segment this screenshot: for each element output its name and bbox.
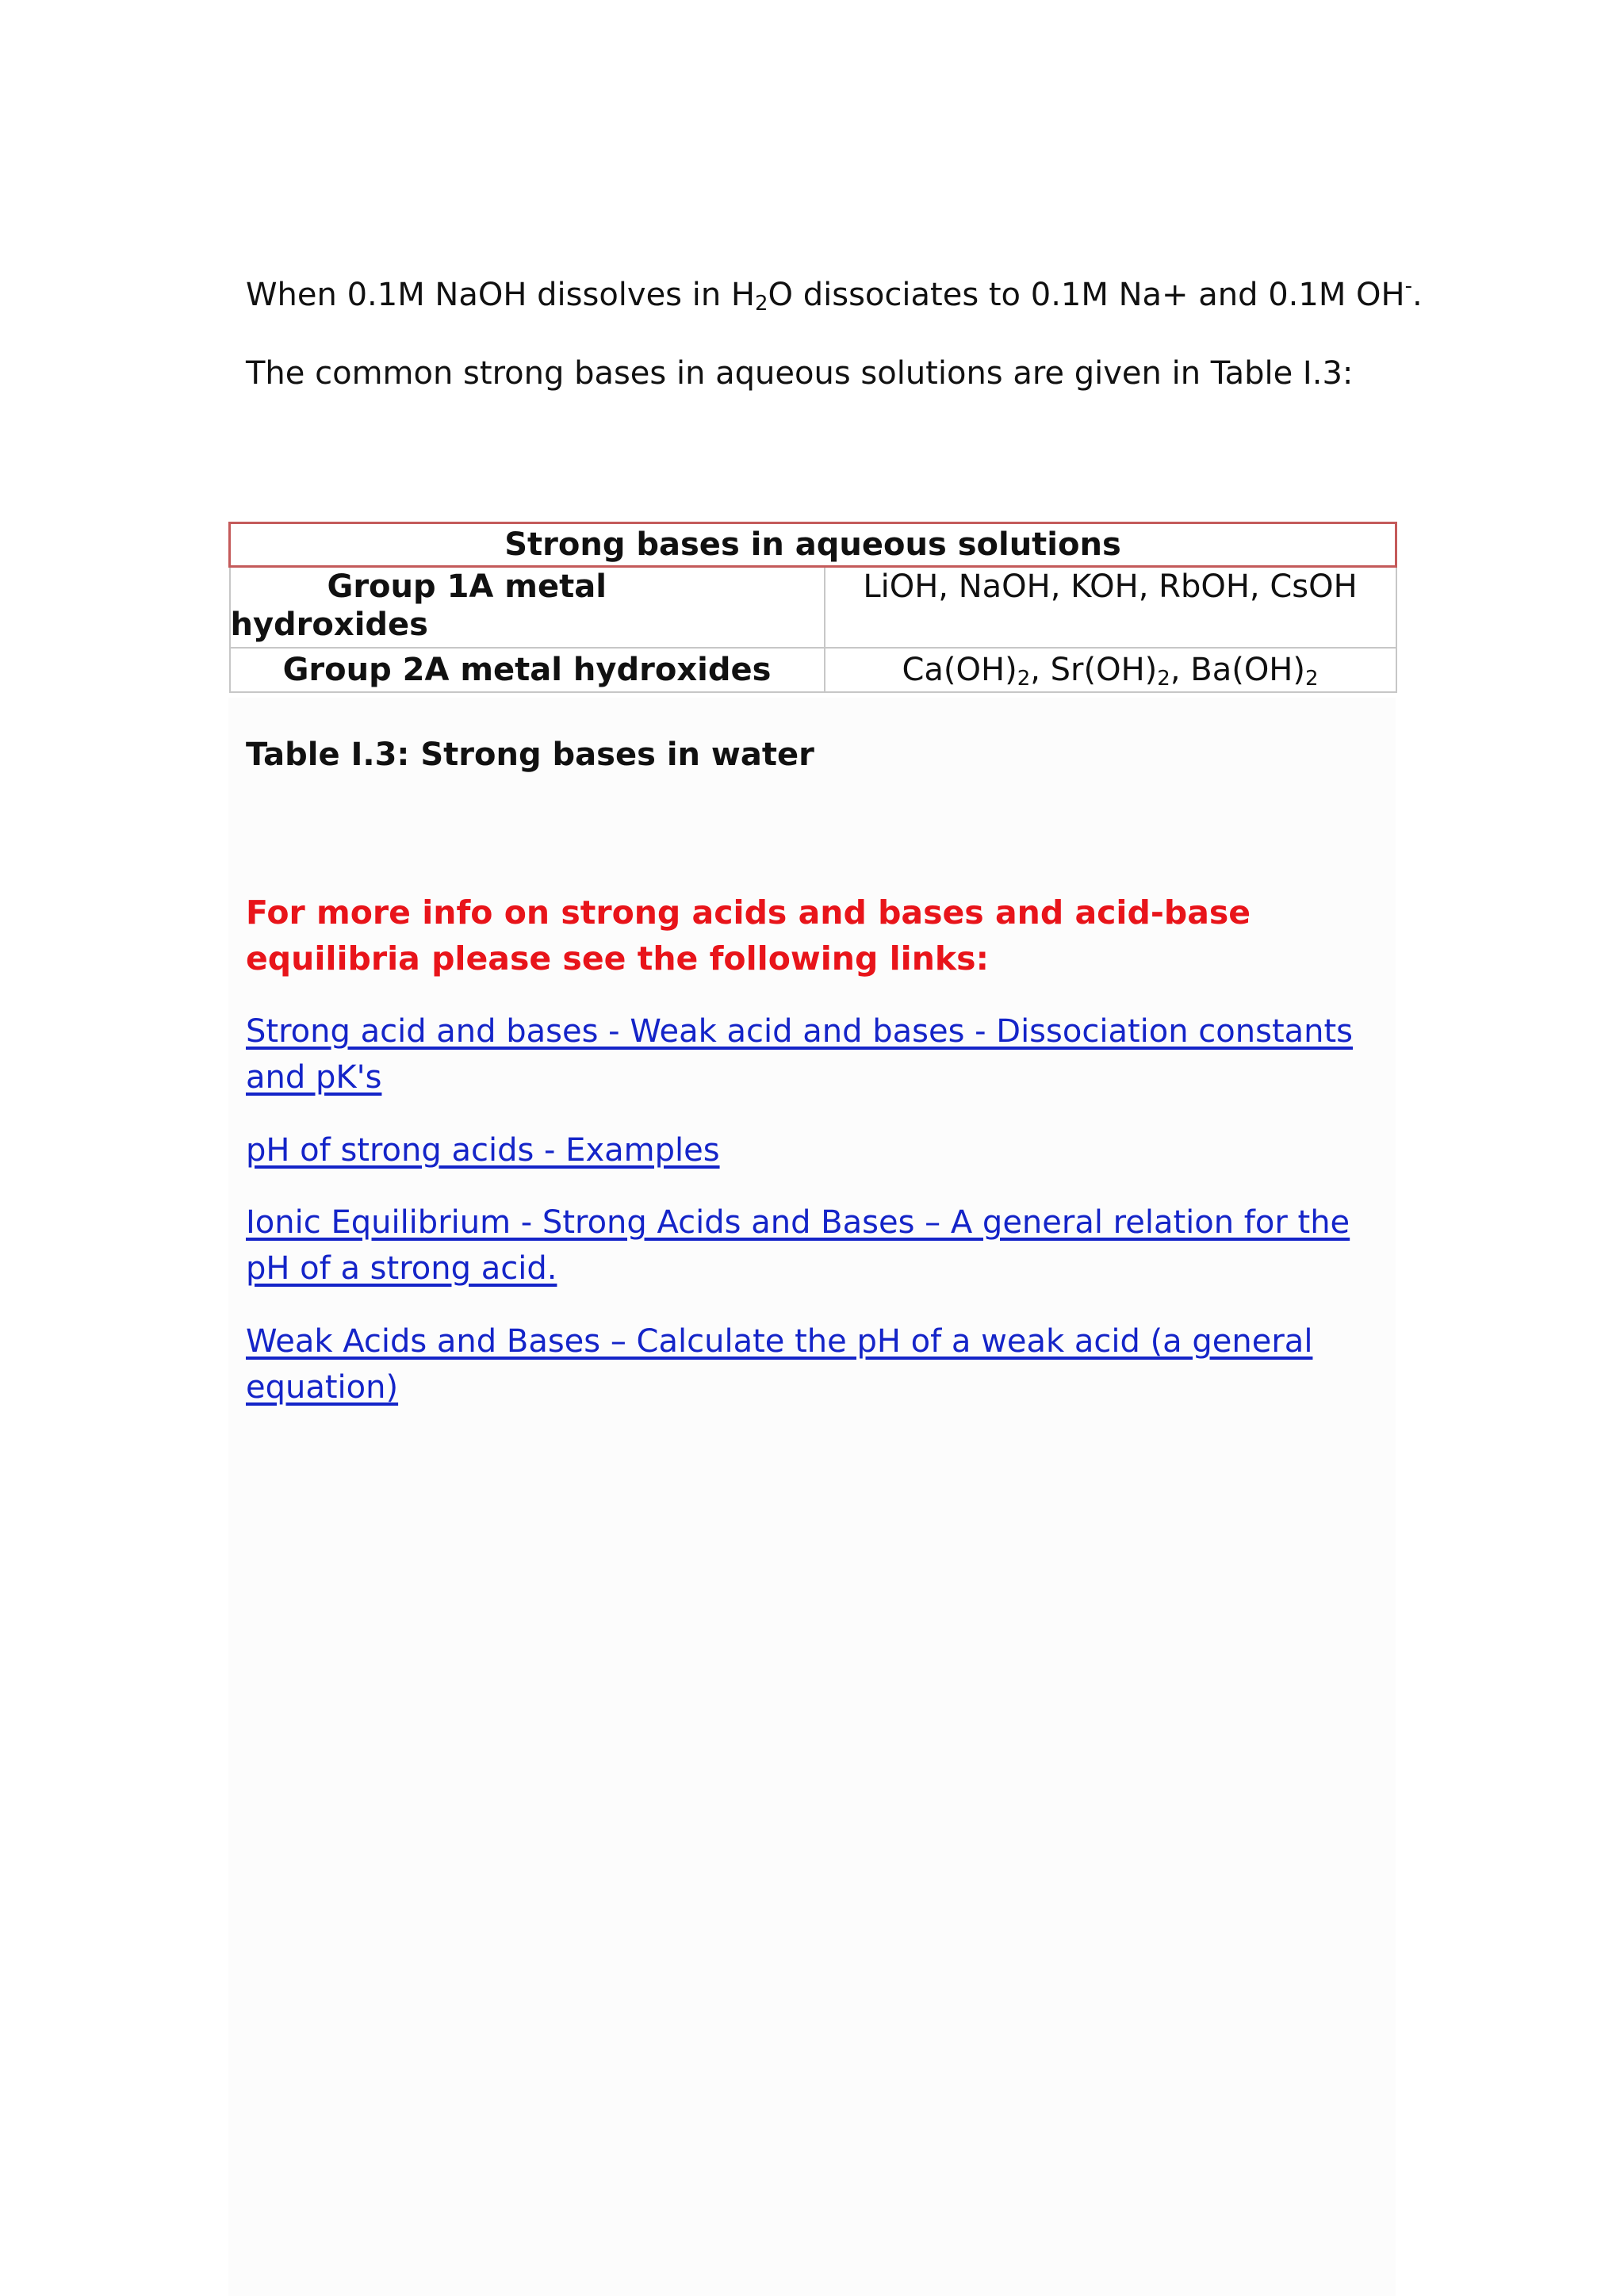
intro-subscript: 2 (755, 292, 768, 316)
group-2a-value-part: , Ba(OH) (1170, 652, 1305, 688)
table-header: Strong bases in aqueous solutions (230, 523, 1396, 567)
link-strong-weak-acids-bases[interactable]: Strong acid and bases - Weak acid and bases - Dissociation constants and pK's (246, 1013, 1354, 1096)
group-2a-label: Group 2A metal hydroxides (230, 648, 825, 692)
intro-superscript: - (1404, 274, 1413, 298)
intro-text-3: . (1412, 277, 1423, 313)
group-2a-value-part: Ca(OH) (902, 652, 1017, 688)
group-2a-value (825, 648, 1396, 692)
group-1a-label-line-2: hydroxides (230, 607, 428, 643)
group-2a-subscript: 2 (1017, 667, 1031, 691)
group-1a-label-line-1: Group 1A metal (327, 568, 607, 605)
table-caption: Table I.3: Strong bases in water (246, 737, 814, 773)
intro-paragraph (246, 272, 1423, 318)
common-bases-paragraph: The common strong bases in aqueous solutions are given in Table I.3: (246, 355, 1354, 392)
table-row (230, 648, 1396, 692)
link-ionic-equilibrium[interactable]: Ionic Equilibrium - Strong Acids and Bases – A general relation for the pH of a strong acid. (246, 1204, 1350, 1287)
group-1a-value: LiOH, NaOH, KOH, RbOH, CsOH (825, 567, 1396, 649)
group-2a-value-part: , Sr(OH) (1030, 652, 1158, 688)
link-ph-strong-acids-examples[interactable]: pH of strong acids - Examples (246, 1132, 720, 1169)
intro-text-1: When 0.1M NaOH dissolves in H (246, 277, 755, 313)
table-row (230, 567, 1396, 649)
link-weak-acids-bases[interactable]: Weak Acids and Bases – Calculate the pH of a weak acid (a general equation) (246, 1323, 1313, 1406)
group-2a-subscript: 2 (1157, 667, 1170, 691)
group-1a-label (230, 567, 825, 649)
more-info-heading: For more info on strong acids and bases and acid-base equilibria please see the following links: (246, 894, 1251, 978)
intro-text-2: O dissociates to 0.1M Na+ and 0.1M OH (768, 277, 1405, 313)
table-header-row (230, 523, 1396, 567)
strong-bases-table (228, 522, 1397, 693)
group-2a-subscript: 2 (1304, 667, 1319, 691)
